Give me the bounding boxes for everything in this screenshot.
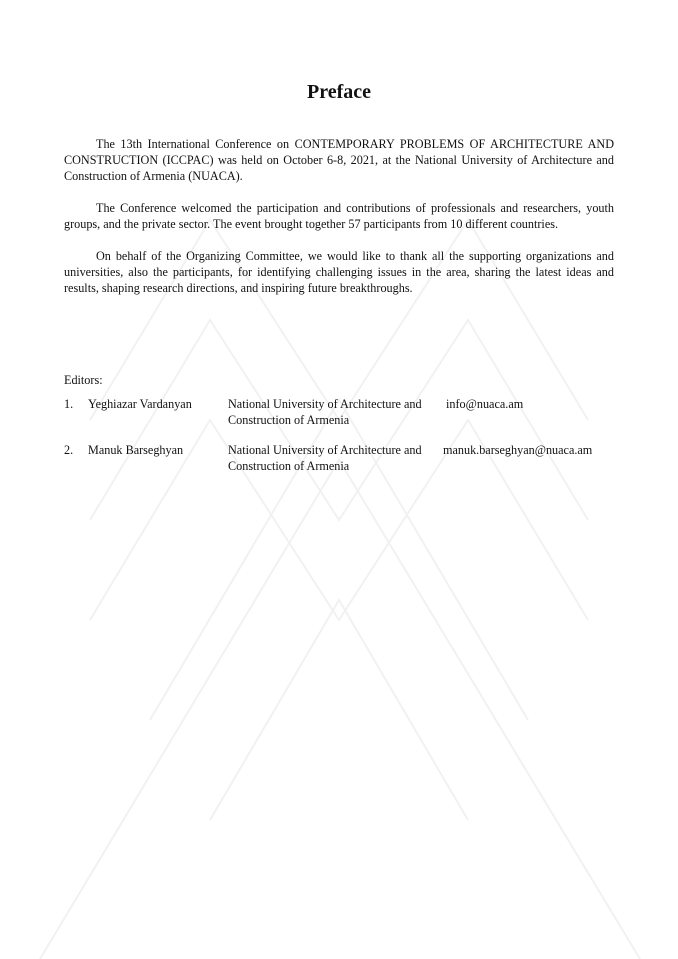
preface-body [64,136,614,312]
editor-name: Yeghiazar Vardanyan [88,397,192,411]
preface-paragraph-1: The 13th International Conference on CONTEMPORARY PROBLEMS OF ARCHITECTURE AND CONSTRUCTION (ICCPAC) was held on October 6-8, 2021, at the National University of Architecture and Construction of Armenia (NUACA). [64,137,614,183]
editor-number: 2. [64,443,74,457]
page-title: Preface [306,81,372,103]
editor-affiliation: National University of Architecture and Construction of Armenia [228,443,422,473]
editor-affiliation: National University of Architecture and Construction of Armenia [228,397,422,427]
preface-paragraph-2: The Conference welcomed the participation and contributions of professionals and researchers, youth groups, and the private sector. The event brought together 57 participants from 10 different countries. [64,201,614,231]
preface-paragraph-3: On behalf of the Organizing Committee, we would like to thank all the supporting organizations and universities, also the participants, for identifying challenging issues in the area, sharing the latest ideas and results, shaping research directions, and inspiring future breakthroughs. [64,249,614,295]
editor-name: Manuk Barseghyan [88,443,184,457]
editor-email: manuk.barseghyan@nuaca.am [443,443,593,457]
editors-label: Editors: [64,373,103,387]
editor-email: info@nuaca.am [446,397,524,411]
editor-number: 1. [64,397,74,411]
